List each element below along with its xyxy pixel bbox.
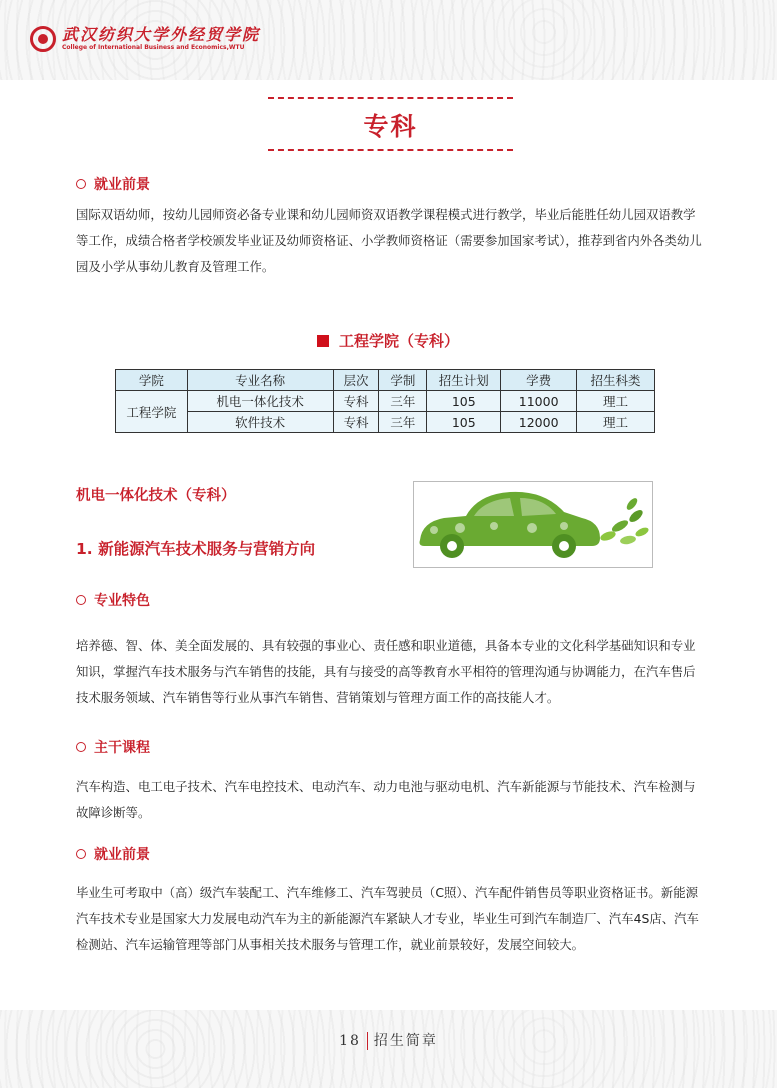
courses-paragraph: 汽车构造、电工电子技术、汽车电控技术、电动汽车、动力电池与驱动电机、汽车新能源与节能技术、汽车检测与故障诊断等。 bbox=[76, 779, 696, 820]
page-footer bbox=[0, 1030, 777, 1050]
circle-bullet-icon bbox=[76, 742, 86, 752]
career-heading-label: 就业前景 bbox=[94, 847, 150, 863]
circle-bullet-icon bbox=[76, 179, 86, 189]
table-header-row bbox=[116, 370, 655, 391]
col-header: 学院 bbox=[116, 370, 188, 391]
table-cell: 理工 bbox=[577, 391, 655, 412]
table-title bbox=[317, 330, 459, 351]
career-heading bbox=[76, 844, 150, 864]
features-heading bbox=[76, 590, 150, 610]
table-cell: 专科 bbox=[333, 412, 379, 433]
direction-title: 1. 新能源汽车技术服务与营销方向 bbox=[76, 540, 316, 558]
col-header: 专业名称 bbox=[187, 370, 333, 391]
college-logo[interactable] bbox=[30, 26, 260, 52]
table-cell: 12000 bbox=[501, 412, 577, 433]
col-header: 学费 bbox=[501, 370, 577, 391]
page-number: 18 bbox=[339, 1033, 361, 1049]
major-title: 机电一体化技术（专科） bbox=[76, 488, 236, 504]
table-cell: 三年 bbox=[379, 391, 427, 412]
page-title: 专科 bbox=[363, 112, 418, 141]
table-cell-college: 工程学院 bbox=[116, 391, 188, 433]
table-cell: 专科 bbox=[333, 391, 379, 412]
square-bullet-icon bbox=[317, 335, 329, 347]
employment-paragraph: 国际双语幼师，按幼儿园师资必备专业课和幼儿园师资双语教学课程模式进行教学，毕业后能胜任幼儿园双语教学等工作，成绩合格者学校颁发毕业证及幼师资格证、小学教师资格证（需要参加国家考试），推荐到省内外各类幼儿园及小学从事幼儿教育及管理工作。 bbox=[76, 207, 702, 274]
circle-bullet-icon bbox=[76, 849, 86, 859]
courses-heading bbox=[76, 737, 150, 757]
career-paragraph: 毕业生可考取中（高）级汽车装配工、汽车维修工、汽车驾驶员（C照）、汽车配件销售员等职业资格证书。新能源汽车技术专业是国家大力发展电动汽车为主的新能源汽车紧缺人才专业，毕业生可到汽车制造厂、汽车4S店、汽车检测站、汽车运输管理等部门从事相关技术服务与管理工作，就业前景较好，发展空间较大。 bbox=[76, 885, 699, 952]
seal-icon bbox=[30, 26, 56, 52]
table-row bbox=[116, 412, 655, 433]
green-car-icon bbox=[414, 482, 652, 567]
col-header: 招生科类 bbox=[577, 370, 655, 391]
employment-heading-label: 就业前景 bbox=[94, 177, 150, 193]
col-header: 层次 bbox=[333, 370, 379, 391]
eco-car-illustration bbox=[413, 481, 653, 568]
table-cell: 理工 bbox=[577, 412, 655, 433]
enrollment-table bbox=[115, 369, 655, 433]
col-header: 招生计划 bbox=[427, 370, 501, 391]
employment-heading bbox=[76, 174, 150, 194]
footer-divider bbox=[367, 1032, 368, 1050]
logo-chinese-name: 武汉纺织大学外经贸学院 bbox=[62, 25, 261, 44]
section-banner bbox=[268, 93, 513, 153]
table-row bbox=[116, 391, 655, 412]
table-cell: 软件技术 bbox=[187, 412, 333, 433]
table-cell: 11000 bbox=[501, 391, 577, 412]
features-heading-label: 专业特色 bbox=[94, 593, 150, 609]
table-cell: 105 bbox=[427, 391, 501, 412]
logo-english-name: College of International Business and Economics,WTU bbox=[62, 44, 245, 51]
footer-label: 招生简章 bbox=[373, 1033, 438, 1049]
circle-bullet-icon bbox=[76, 595, 86, 605]
col-header: 学制 bbox=[379, 370, 427, 391]
table-title-label: 工程学院（专科） bbox=[339, 332, 460, 350]
table-cell: 机电一体化技术 bbox=[187, 391, 333, 412]
table-cell: 三年 bbox=[379, 412, 427, 433]
table-cell: 105 bbox=[427, 412, 501, 433]
features-paragraph: 培养德、智、体、美全面发展的、具有较强的事业心、责任感和职业道德，具备本专业的文化科学基础知识和专业知识，掌握汽车技术服务与汽车销售的技能，具有与接受的高等教育水平相符的管理沟通与协调能力，在汽车售后技术服务领域、汽车销售等行业从事汽车销售、营销策划与管理方面工作的高技能人才。 bbox=[76, 638, 696, 705]
courses-heading-label: 主干课程 bbox=[94, 740, 150, 756]
